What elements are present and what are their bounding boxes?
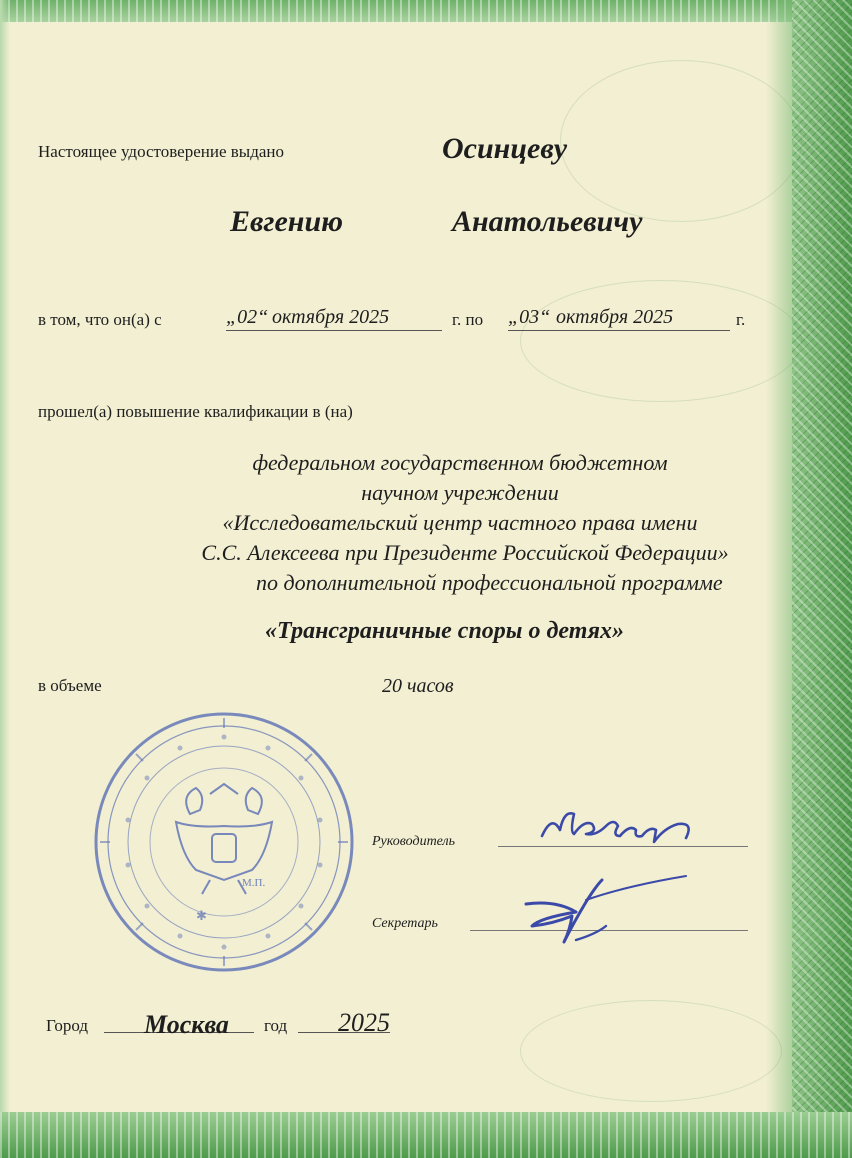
frame-bottom-border [0,1112,852,1158]
period-from-month-year: октября 2025 [272,306,390,328]
period-from-day: „02“ [226,306,269,328]
program-label: по дополнительной профессиональной программе [256,570,723,595]
frame-left-border [0,0,10,1158]
period-to-month-year: октября 2025 [556,306,674,328]
recipient-first-name: Евгению [230,205,344,238]
guilloche-pattern [520,1000,782,1102]
city-value: Москва [144,1010,229,1039]
head-signature [530,796,730,856]
secretary-signature [516,870,696,950]
year-value: 2025 [338,1008,390,1037]
official-seal [92,710,356,974]
guilloche-pattern [520,280,802,402]
recipient-patronymic: Анатольевичу [452,205,643,238]
svg-text:✱: ✱ [196,908,207,923]
period-to-day: „03“ [508,306,551,328]
recipient-surname: Осинцеву [442,132,568,165]
period-by-label: г. по [452,310,484,329]
guilloche-pattern [560,60,802,222]
head-label: Руководитель [372,834,456,849]
year-label: год [264,1016,288,1035]
seal-mp-mark: М.П. [242,877,266,889]
institution-line-3: «Исследовательский центр частного права имени [222,510,698,535]
program-name: «Трансграничные споры о детях» [265,618,625,644]
institution-line-1: федеральном государственном бюджетном [252,450,668,475]
city-label: Город [46,1016,88,1035]
period-from-underline [226,330,442,331]
period-prefix: в том, что он(а) с [38,310,162,329]
volume-label: в объеме [38,676,102,695]
issued-to-label: Настоящее удостоверение выдано [38,142,285,161]
institution-line-4: С.С. Алексеева при Президенте Российской Федерации» [201,540,729,565]
period-to-underline [508,330,730,331]
volume-value: 20 часов [382,675,454,697]
secretary-label: Секретарь [372,916,438,931]
frame-right-border [792,0,852,1158]
institution-line-2: научном учреждении [361,480,559,505]
frame-top-border [0,0,852,22]
period-year-suffix: г. [736,310,746,329]
completed-label: прошел(а) повышение квалификации в (на) [38,402,353,421]
